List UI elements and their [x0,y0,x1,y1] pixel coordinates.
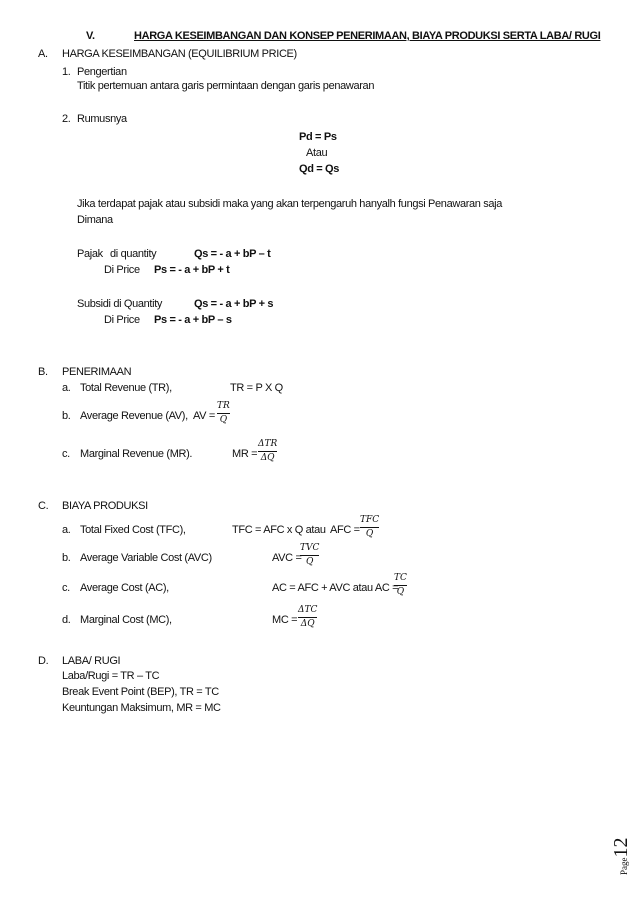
heading-title: HARGA KESEIMBANGAN DAN KONSEP PENERIMAAN, BIAYA PRODUKSI SERTA LABA/ RUGI [134,30,601,42]
marginal-revenue-prefix: MR = [232,448,258,460]
fraction-numerator: TVC [300,543,320,553]
average-revenue-prefix: AV = [193,410,215,422]
avc-fraction [300,543,319,568]
fraction-bar [300,555,319,556]
subsidi-quantity-formula: Qs = - a + bP + s [194,298,274,310]
average-revenue-label: Average Revenue (AV), [80,410,188,422]
note-dimana: Dimana [77,214,113,226]
pajak-label: Pajak [77,248,103,260]
fraction-bar [298,617,317,618]
keuntungan-maksimum-formula: Keuntungan Maksimum, MR = MC [62,702,221,714]
fraction-numerator: TR [217,401,230,411]
afc-prefix: AFC = [330,524,360,536]
b-b-letter: b. [62,410,71,422]
ac-prefix: AC = AFC + AVC atau AC = [272,582,399,594]
mc-prefix: MC = [272,614,298,626]
section-c-letter: C. [38,500,49,512]
section-d-letter: D. [38,655,49,667]
fraction-numerator: ΔTR [258,439,278,449]
pajak-quantity-label: di quantity [110,248,157,260]
c-c-letter: c. [62,582,70,594]
fraction-denominator: Q [365,529,374,539]
fraction-denominator: ΔQ [300,619,315,629]
average-revenue-fraction [217,401,230,426]
item-2-number: 2. [62,113,71,125]
page-number: 12 [610,837,632,858]
item-2-title: Rumusnya [77,113,127,125]
total-revenue-label: Total Revenue (TR), [80,382,172,394]
marginal-revenue-fraction [258,439,277,464]
pajak-quantity-formula: Qs = - a + bP – t [194,248,271,260]
subsidi-price-formula: Ps = - a + bP – s [154,314,232,326]
ac-fraction [394,573,407,598]
section-b-letter: B. [38,366,48,378]
avc-prefix: AVC = [272,552,302,564]
formula-qd-qs: Qd = Qs [299,163,340,175]
fraction-denominator: Q [306,557,314,567]
item-1-number: 1. [62,66,71,78]
fraction-bar [258,451,277,452]
marginal-cost-label: Marginal Cost (MC), [80,614,172,626]
mc-fraction [298,605,317,630]
item-1-title: Pengertian [77,66,127,78]
bep-formula: Break Event Point (BEP), TR = TC [62,686,219,698]
fraction-denominator: Q [396,587,405,597]
note-pajak-subsidi: Jika terdapat pajak atau subsidi maka yang akan terpengaruh hanyalh fungsi Penawaran saja [77,198,503,210]
section-b-title: PENERIMAAN [62,366,132,378]
subsidi-price-label: Di Price [104,314,140,326]
item-1-text: Titik pertemuan antara garis permintaan dengan garis penawaran [77,80,375,92]
section-a-title: HARGA KESEIMBANGAN (EQUILIBRIUM PRICE) [62,48,297,60]
fraction-numerator: TC [394,573,407,583]
average-variable-cost-label: Average Variable Cost (AVC) [80,552,212,564]
c-a-letter: a. [62,524,71,536]
afc-fraction [360,515,379,540]
c-d-letter: d. [62,614,71,626]
section-c-title: BIAYA PRODUKSI [62,500,148,512]
fraction-bar [217,413,230,414]
fraction-numerator: TFC [360,515,380,525]
page-number-label [610,800,638,875]
b-a-letter: a. [62,382,71,394]
c-b-letter: b. [62,552,71,564]
total-fixed-cost-label: Total Fixed Cost (TFC), [80,524,186,536]
pajak-price-label: Di Price [104,264,140,276]
total-revenue-formula: TR = P X Q [230,382,283,394]
average-cost-label: Average Cost (AC), [80,582,169,594]
fraction-denominator: Q [219,415,228,425]
fraction-denominator: ΔQ [260,453,275,463]
subsidi-quantity-label: Subsidi di Quantity [77,298,163,310]
heading-number: V. [86,30,95,42]
section-d-title: LABA/ RUGI [62,655,121,667]
formula-atau: Atau [306,147,328,159]
marginal-revenue-label: Marginal Revenue (MR). [80,448,193,460]
b-c-letter: c. [62,448,70,460]
section-a-letter: A. [38,48,48,60]
page-word: Page [619,857,629,875]
formula-pd-ps: Pd = Ps [299,131,337,143]
fraction-bar [360,527,379,528]
laba-rugi-formula: Laba/Rugi = TR – TC [62,670,160,682]
fraction-bar [394,585,407,586]
fraction-numerator: ΔTC [298,605,318,615]
total-fixed-cost-formula: TFC = AFC x Q atau [232,524,326,536]
pajak-price-formula: Ps = - a + bP + t [154,264,230,276]
